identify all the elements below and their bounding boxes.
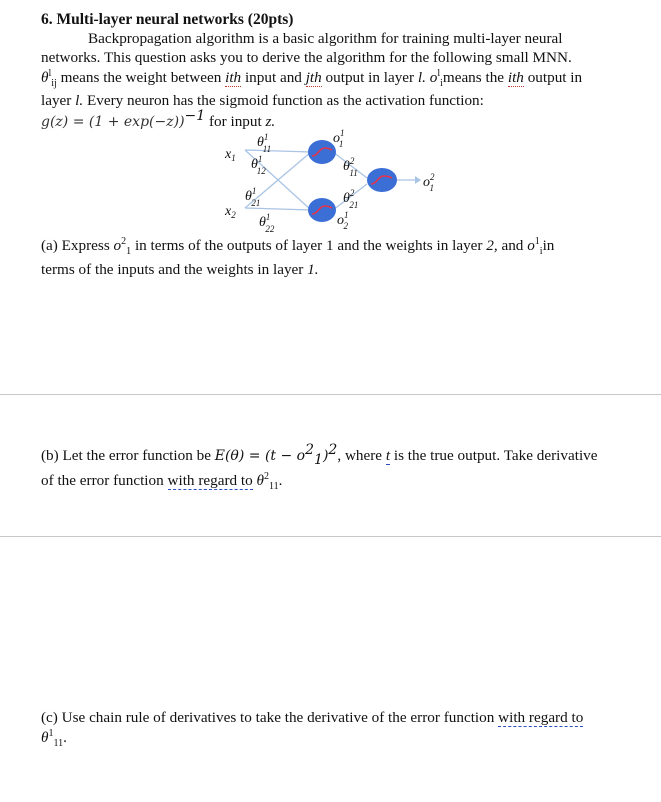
intro-3h: ith [507, 69, 524, 86]
hidden-neuron-2 [308, 198, 336, 222]
part-b-1b: , where [337, 447, 383, 464]
label-w12: $\theta^1$ 12 [251, 154, 266, 176]
intro-line-1: Backpropagation algorithm is a basic algorithm for training multi-layer neural [88, 30, 563, 47]
section-divider [0, 394, 661, 395]
theta-symbol: θ [41, 69, 49, 86]
part-b-2-end: . [278, 472, 283, 489]
intro-4c: Every neuron has the sigmoid function as the activation function: [86, 92, 484, 109]
edge-x1-h1 [245, 150, 311, 152]
edge-x2-h2 [245, 208, 311, 210]
intro-3g: means the [442, 69, 505, 86]
label-x1: $x_1$ [225, 147, 236, 163]
intro-3i: output in [527, 69, 583, 86]
part-c-1b: with regard to [498, 709, 584, 726]
part-a-1b: in terms of the outputs of layer 1 and the weights in layer [134, 237, 483, 254]
part-b-line-2: of the error function with regard to $\theta^2_{11}$. [41, 470, 283, 493]
intro-4b: l. [75, 92, 84, 109]
error-formula-end: ) [322, 448, 329, 464]
intro-3f: l. [417, 69, 426, 86]
label-v21: $\theta^2$ 21 [343, 188, 359, 210]
formula-main: g(z) = (1 + exp(−z)) [41, 114, 185, 130]
part-a-1c: 2, [486, 237, 498, 254]
label-o1-layer1: $o^1$ 1 [333, 128, 344, 149]
part-c-line-2: $\theta^1_{11}$. [41, 727, 67, 750]
hidden-neuron-1 [308, 140, 336, 164]
part-a-1e: in [542, 237, 555, 254]
formula-tail: for input [208, 113, 262, 130]
part-b-1a: (b) Let the error function be [41, 447, 211, 464]
part-a-1a: (a) Express [41, 237, 110, 254]
part-a-line-2 [41, 260, 319, 280]
label-o2-layer1: $o^1$ 2 [337, 210, 349, 231]
label-v11: $\theta^2$ 11 [343, 156, 358, 178]
intro-line-2: networks. This question asks you to derive the algorithm for the following small MNN. [41, 49, 572, 66]
part-b-line-1: (b) Let the error function be $E(\theta) = (t - o^2_1)^2$, where t is the true output. Take derivative [41, 441, 598, 469]
part-b-2a: of the error function [41, 472, 164, 489]
label-w21: $\theta^1$ 21 [245, 186, 261, 208]
part-a-2b: 1. [307, 261, 319, 278]
intro-3c: input and [244, 69, 302, 86]
intro-3e: output in layer [325, 69, 415, 86]
part-a-2a: terms of the inputs and the weights in layer [41, 261, 304, 278]
intro-3b: ith [225, 69, 242, 86]
label-w22: $\theta^1$ 22 [259, 212, 275, 234]
output-neuron [367, 168, 397, 192]
part-b-1d: is the true output. Take derivative [393, 447, 598, 464]
intro-4a: layer [41, 92, 72, 109]
intro-3a: means the weight between [60, 69, 222, 86]
network-diagram [215, 128, 455, 238]
label-w11: $\theta^1$ 11 [257, 132, 272, 154]
formula-var: z. [265, 113, 276, 130]
formula-exponent: −1 [184, 107, 206, 124]
part-b-2b: with regard to [167, 472, 253, 489]
intro-3d: jth [305, 69, 322, 86]
intro-line-3: $\theta^l_{ij}$ means the weight between ith input and jth output in layer l. $o^l_imeans$ the ith output in [41, 67, 583, 90]
error-formula: E(θ) = (t − o [214, 448, 306, 464]
intro-line-4 [41, 91, 484, 111]
part-c-2-end: . [63, 729, 67, 746]
part-c-1a: (c) Use chain rule of derivatives to take the derivative of the error function [41, 709, 495, 726]
label-x2: $x_2$ [225, 204, 236, 220]
part-b-1c: t [385, 447, 391, 464]
part-a-line-1: (a) Express $o^2_1$ in terms of the outputs of layer 1 and the weights in layer 2, and $o^1_iin$ [41, 235, 555, 258]
section-divider [0, 536, 661, 537]
output-arrow-icon [415, 176, 421, 184]
part-a-1d: and [501, 237, 524, 254]
label-output: $o^2$ 1 [423, 172, 435, 193]
question-title: 6. Multi-layer neural networks (20pts) [41, 11, 294, 28]
part-c-line-1 [41, 708, 583, 728]
